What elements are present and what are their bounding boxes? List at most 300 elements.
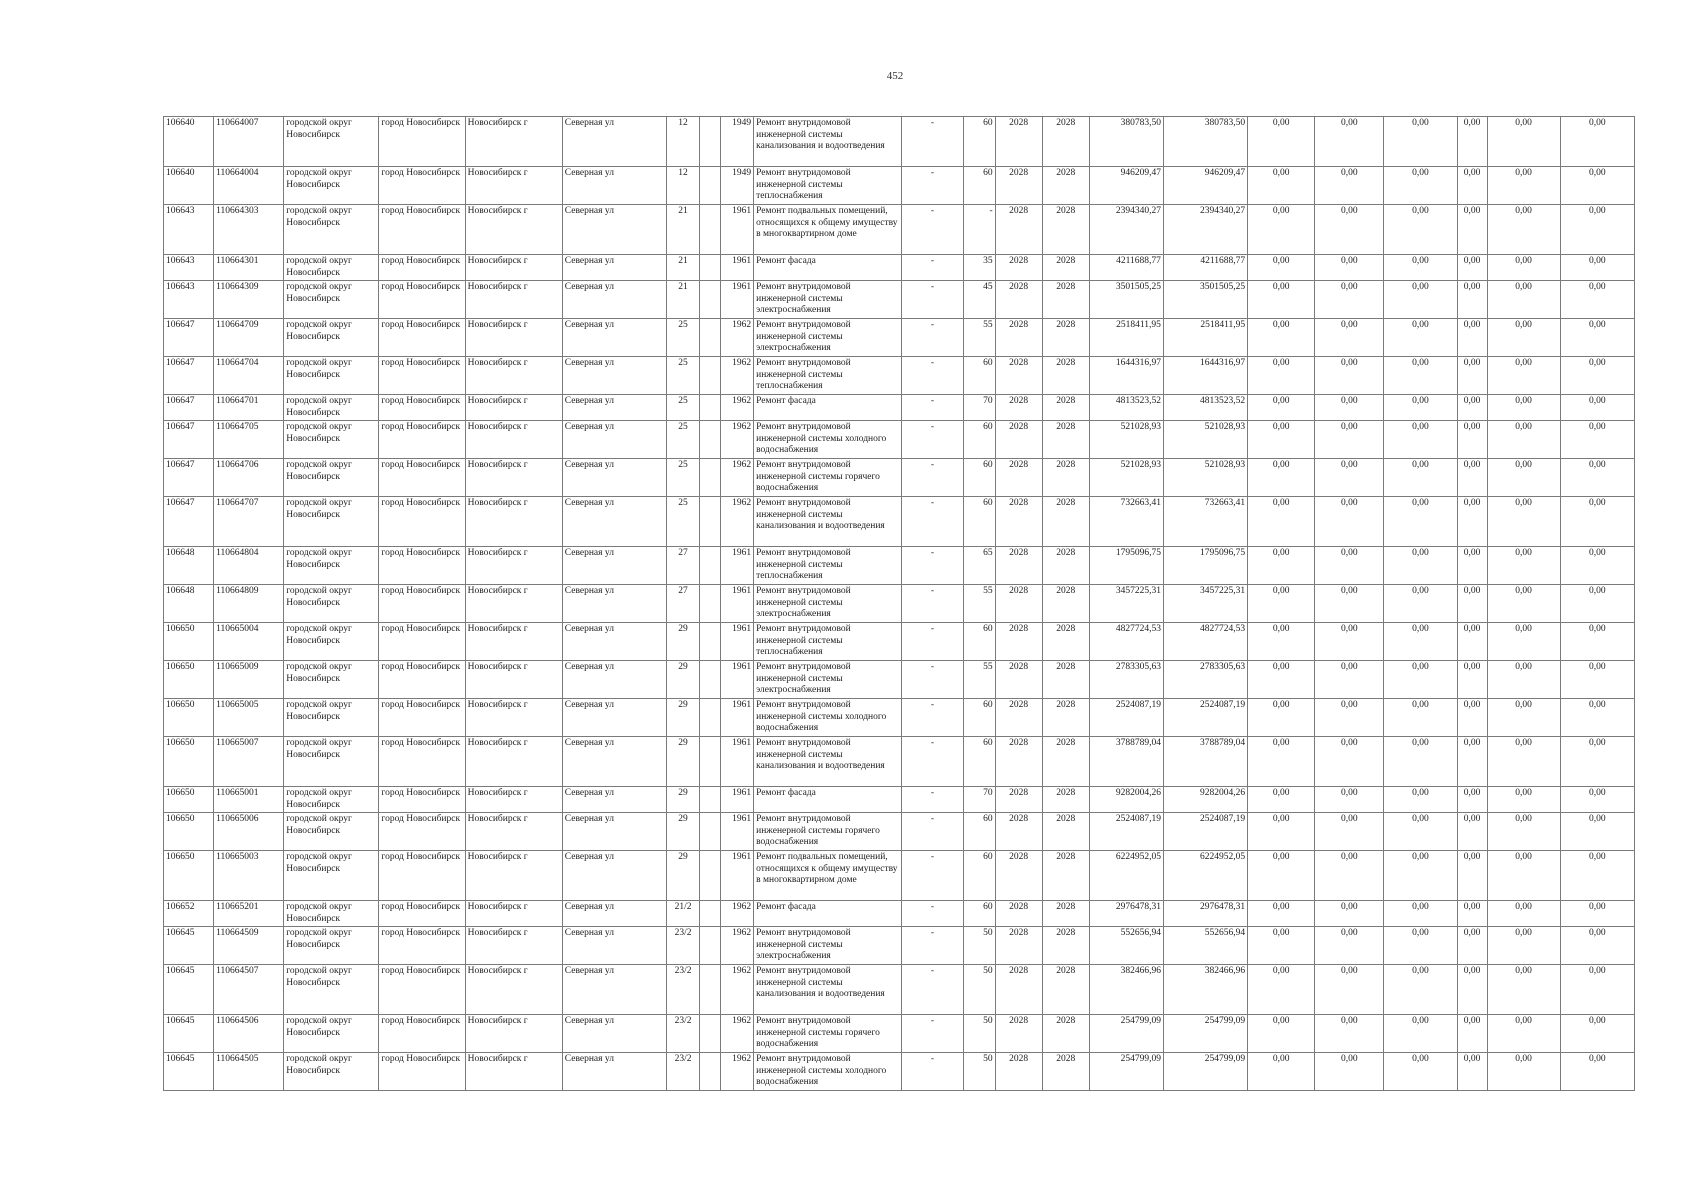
plan-year-end-cell: 2028 <box>1042 117 1089 167</box>
street-cell: Северная ул <box>562 1053 666 1091</box>
fund-2-cell: 0,00 <box>1315 547 1384 585</box>
fund-4-cell: 0,00 <box>1457 255 1487 281</box>
wear-cell: 60 <box>963 813 995 851</box>
dash-cell: - <box>902 497 963 547</box>
wear-cell: 65 <box>963 547 995 585</box>
plan-year-end-cell: 2028 <box>1042 497 1089 547</box>
dash-cell: - <box>902 117 963 167</box>
fund-4-cell: 0,00 <box>1457 699 1487 737</box>
blank-cell <box>700 497 721 547</box>
plan-year-start-cell: 2028 <box>995 901 1042 927</box>
cost-cell: 2518411,95 <box>1089 319 1163 357</box>
cost-cell: 3457225,31 <box>1089 585 1163 623</box>
fund-2-cell: 0,00 <box>1315 117 1384 167</box>
street-cell: Северная ул <box>562 547 666 585</box>
fund-1-cell: 0,00 <box>1248 737 1315 787</box>
street-cell: Северная ул <box>562 459 666 497</box>
fund-2-cell: 0,00 <box>1315 459 1384 497</box>
wear-cell: 60 <box>963 497 995 547</box>
fund-1-cell: 0,00 <box>1248 547 1315 585</box>
table-row <box>164 281 1635 319</box>
fund-2-cell: 0,00 <box>1315 813 1384 851</box>
street-cell: Северная ул <box>562 661 666 699</box>
work-type-cell: Ремонт внутридомовой инженерной системы канализования и водоотведения <box>754 965 902 1015</box>
fund-4-cell: 0,00 <box>1457 395 1487 421</box>
settlement-cell: город Новосибирск <box>379 319 465 357</box>
dash-cell: - <box>902 901 963 927</box>
fund-1-cell: 0,00 <box>1248 357 1315 395</box>
city-cell: Новосибирск г <box>465 421 562 459</box>
house-number-cell: 21 <box>666 281 699 319</box>
wear-cell: 60 <box>963 623 995 661</box>
plan-year-start-cell: 2028 <box>995 813 1042 851</box>
plan-year-end-cell: 2028 <box>1042 901 1089 927</box>
fund-1-cell: 0,00 <box>1248 927 1315 965</box>
cost-cell: 3788789,04 <box>1089 737 1163 787</box>
work-code-cell: 110665005 <box>214 699 284 737</box>
plan-year-start-cell: 2028 <box>995 117 1042 167</box>
total-cost-cell: 3788789,04 <box>1163 737 1247 787</box>
fund-4-cell: 0,00 <box>1457 421 1487 459</box>
dash-cell: - <box>902 459 963 497</box>
settlement-cell: город Новосибирск <box>379 395 465 421</box>
build-year-cell: 1961 <box>721 205 754 255</box>
blank-cell <box>700 661 721 699</box>
fund-5-cell: 0,00 <box>1487 421 1560 459</box>
wear-cell: 60 <box>963 901 995 927</box>
house-number-cell: 29 <box>666 661 699 699</box>
total-cost-cell: 3457225,31 <box>1163 585 1247 623</box>
district-cell: городской округ Новосибирск <box>284 421 379 459</box>
cost-cell: 2524087,19 <box>1089 813 1163 851</box>
dash-cell: - <box>902 787 963 813</box>
fund-4-cell: 0,00 <box>1457 205 1487 255</box>
settlement-cell: город Новосибирск <box>379 281 465 319</box>
total-cost-cell: 382466,96 <box>1163 965 1247 1015</box>
fund-5-cell: 0,00 <box>1487 661 1560 699</box>
fund-6-cell: 0,00 <box>1560 851 1634 901</box>
work-code-cell: 110665201 <box>214 901 284 927</box>
house-id-cell: 106650 <box>164 813 214 851</box>
fund-3-cell: 0,00 <box>1384 395 1457 421</box>
cost-cell: 9282004,26 <box>1089 787 1163 813</box>
fund-4-cell: 0,00 <box>1457 117 1487 167</box>
fund-2-cell: 0,00 <box>1315 421 1384 459</box>
work-code-cell: 110664506 <box>214 1015 284 1053</box>
house-number-cell: 29 <box>666 851 699 901</box>
table-row <box>164 661 1635 699</box>
total-cost-cell: 521028,93 <box>1163 421 1247 459</box>
wear-cell: 60 <box>963 167 995 205</box>
settlement-cell: город Новосибирск <box>379 813 465 851</box>
dash-cell: - <box>902 661 963 699</box>
house-id-cell: 106645 <box>164 1053 214 1091</box>
fund-3-cell: 0,00 <box>1384 927 1457 965</box>
blank-cell <box>700 459 721 497</box>
plan-year-end-cell: 2028 <box>1042 547 1089 585</box>
total-cost-cell: 4827724,53 <box>1163 623 1247 661</box>
city-cell: Новосибирск г <box>465 395 562 421</box>
street-cell: Северная ул <box>562 421 666 459</box>
blank-cell <box>700 965 721 1015</box>
cost-cell: 2524087,19 <box>1089 699 1163 737</box>
dash-cell: - <box>902 1015 963 1053</box>
house-number-cell: 29 <box>666 787 699 813</box>
table-row <box>164 851 1635 901</box>
settlement-cell: город Новосибирск <box>379 497 465 547</box>
house-id-cell: 106640 <box>164 167 214 205</box>
build-year-cell: 1962 <box>721 901 754 927</box>
city-cell: Новосибирск г <box>465 1053 562 1091</box>
dash-cell: - <box>902 205 963 255</box>
plan-year-start-cell: 2028 <box>995 623 1042 661</box>
district-cell: городской округ Новосибирск <box>284 395 379 421</box>
house-number-cell: 21 <box>666 255 699 281</box>
fund-6-cell: 0,00 <box>1560 547 1634 585</box>
wear-cell: 60 <box>963 699 995 737</box>
district-cell: городской округ Новосибирск <box>284 927 379 965</box>
city-cell: Новосибирск г <box>465 851 562 901</box>
district-cell: городской округ Новосибирск <box>284 497 379 547</box>
plan-year-end-cell: 2028 <box>1042 459 1089 497</box>
fund-5-cell: 0,00 <box>1487 901 1560 927</box>
settlement-cell: город Новосибирск <box>379 357 465 395</box>
work-type-cell: Ремонт внутридомовой инженерной системы теплоснабжения <box>754 167 902 205</box>
street-cell: Северная ул <box>562 1015 666 1053</box>
fund-3-cell: 0,00 <box>1384 585 1457 623</box>
fund-6-cell: 0,00 <box>1560 497 1634 547</box>
house-number-cell: 12 <box>666 167 699 205</box>
fund-3-cell: 0,00 <box>1384 901 1457 927</box>
total-cost-cell: 4813523,52 <box>1163 395 1247 421</box>
house-id-cell: 106650 <box>164 737 214 787</box>
dash-cell: - <box>902 281 963 319</box>
total-cost-cell: 2518411,95 <box>1163 319 1247 357</box>
work-type-cell: Ремонт внутридомовой инженерной системы электроснабжения <box>754 585 902 623</box>
cost-cell: 521028,93 <box>1089 459 1163 497</box>
fund-4-cell: 0,00 <box>1457 319 1487 357</box>
work-code-cell: 110664706 <box>214 459 284 497</box>
settlement-cell: город Новосибирск <box>379 699 465 737</box>
fund-3-cell: 0,00 <box>1384 281 1457 319</box>
work-type-cell: Ремонт внутридомовой инженерной системы теплоснабжения <box>754 623 902 661</box>
total-cost-cell: 2783305,63 <box>1163 661 1247 699</box>
settlement-cell: город Новосибирск <box>379 661 465 699</box>
street-cell: Северная ул <box>562 965 666 1015</box>
plan-year-start-cell: 2028 <box>995 661 1042 699</box>
settlement-cell: город Новосибирск <box>379 117 465 167</box>
house-number-cell: 29 <box>666 737 699 787</box>
blank-cell <box>700 117 721 167</box>
work-code-cell: 110664301 <box>214 255 284 281</box>
house-id-cell: 106650 <box>164 851 214 901</box>
work-code-cell: 110664804 <box>214 547 284 585</box>
wear-cell: 70 <box>963 395 995 421</box>
street-cell: Северная ул <box>562 813 666 851</box>
table-row <box>164 319 1635 357</box>
fund-3-cell: 0,00 <box>1384 1015 1457 1053</box>
settlement-cell: город Новосибирск <box>379 787 465 813</box>
fund-2-cell: 0,00 <box>1315 357 1384 395</box>
house-id-cell: 106650 <box>164 787 214 813</box>
street-cell: Северная ул <box>562 851 666 901</box>
total-cost-cell: 9282004,26 <box>1163 787 1247 813</box>
table-row <box>164 813 1635 851</box>
build-year-cell: 1961 <box>721 255 754 281</box>
city-cell: Новосибирск г <box>465 787 562 813</box>
table-row <box>164 357 1635 395</box>
settlement-cell: город Новосибирск <box>379 459 465 497</box>
house-id-cell: 106650 <box>164 661 214 699</box>
work-type-cell: Ремонт внутридомовой инженерной системы электроснабжения <box>754 319 902 357</box>
house-id-cell: 106647 <box>164 421 214 459</box>
plan-year-start-cell: 2028 <box>995 699 1042 737</box>
dash-cell: - <box>902 1053 963 1091</box>
build-year-cell: 1961 <box>721 737 754 787</box>
work-type-cell: Ремонт фасада <box>754 901 902 927</box>
city-cell: Новосибирск г <box>465 901 562 927</box>
fund-2-cell: 0,00 <box>1315 787 1384 813</box>
wear-cell: 45 <box>963 281 995 319</box>
table-row <box>164 395 1635 421</box>
fund-3-cell: 0,00 <box>1384 1053 1457 1091</box>
wear-cell: 60 <box>963 357 995 395</box>
wear-cell: - <box>963 205 995 255</box>
fund-3-cell: 0,00 <box>1384 547 1457 585</box>
fund-6-cell: 0,00 <box>1560 167 1634 205</box>
dash-cell: - <box>902 737 963 787</box>
fund-6-cell: 0,00 <box>1560 623 1634 661</box>
blank-cell <box>700 699 721 737</box>
district-cell: городской округ Новосибирск <box>284 965 379 1015</box>
fund-2-cell: 0,00 <box>1315 205 1384 255</box>
work-type-cell: Ремонт внутридомовой инженерной системы электроснабжения <box>754 927 902 965</box>
cost-cell: 552656,94 <box>1089 927 1163 965</box>
fund-4-cell: 0,00 <box>1457 851 1487 901</box>
settlement-cell: город Новосибирск <box>379 901 465 927</box>
city-cell: Новосибирск г <box>465 459 562 497</box>
plan-year-end-cell: 2028 <box>1042 927 1089 965</box>
fund-4-cell: 0,00 <box>1457 813 1487 851</box>
district-cell: городской округ Новосибирск <box>284 787 379 813</box>
plan-year-end-cell: 2028 <box>1042 319 1089 357</box>
city-cell: Новосибирск г <box>465 255 562 281</box>
fund-1-cell: 0,00 <box>1248 281 1315 319</box>
blank-cell <box>700 255 721 281</box>
fund-5-cell: 0,00 <box>1487 1053 1560 1091</box>
total-cost-cell: 380783,50 <box>1163 117 1247 167</box>
total-cost-cell: 1644316,97 <box>1163 357 1247 395</box>
fund-2-cell: 0,00 <box>1315 1053 1384 1091</box>
work-type-cell: Ремонт внутридомовой инженерной системы теплоснабжения <box>754 547 902 585</box>
work-type-cell: Ремонт внутридомовой инженерной системы холодного водоснабжения <box>754 1053 902 1091</box>
fund-5-cell: 0,00 <box>1487 395 1560 421</box>
work-type-cell: Ремонт внутридомовой инженерной системы горячего водоснабжения <box>754 813 902 851</box>
wear-cell: 35 <box>963 255 995 281</box>
blank-cell <box>700 205 721 255</box>
settlement-cell: город Новосибирск <box>379 965 465 1015</box>
cost-cell: 6224952,05 <box>1089 851 1163 901</box>
fund-2-cell: 0,00 <box>1315 901 1384 927</box>
dash-cell: - <box>902 965 963 1015</box>
plan-year-end-cell: 2028 <box>1042 1015 1089 1053</box>
plan-year-start-cell: 2028 <box>995 1053 1042 1091</box>
fund-4-cell: 0,00 <box>1457 357 1487 395</box>
build-year-cell: 1949 <box>721 117 754 167</box>
plan-year-start-cell: 2028 <box>995 787 1042 813</box>
fund-5-cell: 0,00 <box>1487 547 1560 585</box>
table-row <box>164 547 1635 585</box>
table-row <box>164 737 1635 787</box>
work-code-cell: 110664809 <box>214 585 284 623</box>
blank-cell <box>700 319 721 357</box>
work-code-cell: 110664309 <box>214 281 284 319</box>
fund-1-cell: 0,00 <box>1248 497 1315 547</box>
dash-cell: - <box>902 851 963 901</box>
work-type-cell: Ремонт подвальных помещений, относящихся к общему имуществу в многоквартирном доме <box>754 205 902 255</box>
cost-cell: 4827724,53 <box>1089 623 1163 661</box>
fund-6-cell: 0,00 <box>1560 813 1634 851</box>
table-row <box>164 117 1635 167</box>
work-code-cell: 110664303 <box>214 205 284 255</box>
fund-6-cell: 0,00 <box>1560 1053 1634 1091</box>
street-cell: Северная ул <box>562 585 666 623</box>
plan-year-start-cell: 2028 <box>995 357 1042 395</box>
total-cost-cell: 1795096,75 <box>1163 547 1247 585</box>
fund-3-cell: 0,00 <box>1384 357 1457 395</box>
blank-cell <box>700 281 721 319</box>
settlement-cell: город Новосибирск <box>379 167 465 205</box>
street-cell: Северная ул <box>562 395 666 421</box>
house-id-cell: 106643 <box>164 281 214 319</box>
fund-3-cell: 0,00 <box>1384 497 1457 547</box>
house-id-cell: 106647 <box>164 395 214 421</box>
fund-5-cell: 0,00 <box>1487 117 1560 167</box>
fund-2-cell: 0,00 <box>1315 927 1384 965</box>
blank-cell <box>700 737 721 787</box>
plan-year-start-cell: 2028 <box>995 167 1042 205</box>
table-body <box>164 117 1635 1091</box>
build-year-cell: 1961 <box>721 585 754 623</box>
work-type-cell: Ремонт фасада <box>754 255 902 281</box>
house-id-cell: 106647 <box>164 497 214 547</box>
table-row <box>164 623 1635 661</box>
blank-cell <box>700 395 721 421</box>
fund-1-cell: 0,00 <box>1248 459 1315 497</box>
house-number-cell: 27 <box>666 585 699 623</box>
fund-1-cell: 0,00 <box>1248 901 1315 927</box>
work-code-cell: 110664004 <box>214 167 284 205</box>
build-year-cell: 1962 <box>721 357 754 395</box>
house-id-cell: 106647 <box>164 357 214 395</box>
plan-year-end-cell: 2028 <box>1042 699 1089 737</box>
fund-6-cell: 0,00 <box>1560 965 1634 1015</box>
district-cell: городской округ Новосибирск <box>284 255 379 281</box>
house-number-cell: 23/2 <box>666 965 699 1015</box>
fund-5-cell: 0,00 <box>1487 965 1560 1015</box>
cost-cell: 254799,09 <box>1089 1015 1163 1053</box>
settlement-cell: город Новосибирск <box>379 255 465 281</box>
plan-year-end-cell: 2028 <box>1042 623 1089 661</box>
fund-3-cell: 0,00 <box>1384 737 1457 787</box>
work-type-cell: Ремонт внутридомовой инженерной системы канализования и водоотведения <box>754 497 902 547</box>
district-cell: городской округ Новосибирск <box>284 737 379 787</box>
district-cell: городской округ Новосибирск <box>284 851 379 901</box>
fund-1-cell: 0,00 <box>1248 699 1315 737</box>
house-number-cell: 12 <box>666 117 699 167</box>
fund-6-cell: 0,00 <box>1560 927 1634 965</box>
fund-6-cell: 0,00 <box>1560 395 1634 421</box>
fund-3-cell: 0,00 <box>1384 699 1457 737</box>
table-row <box>164 205 1635 255</box>
table-row <box>164 927 1635 965</box>
city-cell: Новосибирск г <box>465 699 562 737</box>
fund-4-cell: 0,00 <box>1457 1053 1487 1091</box>
house-id-cell: 106650 <box>164 699 214 737</box>
fund-1-cell: 0,00 <box>1248 117 1315 167</box>
fund-1-cell: 0,00 <box>1248 851 1315 901</box>
plan-year-end-cell: 2028 <box>1042 281 1089 319</box>
city-cell: Новосибирск г <box>465 737 562 787</box>
fund-5-cell: 0,00 <box>1487 167 1560 205</box>
build-year-cell: 1961 <box>721 281 754 319</box>
fund-5-cell: 0,00 <box>1487 737 1560 787</box>
fund-5-cell: 0,00 <box>1487 699 1560 737</box>
fund-4-cell: 0,00 <box>1457 901 1487 927</box>
plan-year-start-cell: 2028 <box>995 255 1042 281</box>
house-id-cell: 106643 <box>164 205 214 255</box>
fund-2-cell: 0,00 <box>1315 851 1384 901</box>
total-cost-cell: 3501505,25 <box>1163 281 1247 319</box>
fund-1-cell: 0,00 <box>1248 421 1315 459</box>
fund-2-cell: 0,00 <box>1315 319 1384 357</box>
plan-year-end-cell: 2028 <box>1042 661 1089 699</box>
house-number-cell: 27 <box>666 547 699 585</box>
fund-5-cell: 0,00 <box>1487 319 1560 357</box>
district-cell: городской округ Новосибирск <box>284 281 379 319</box>
dash-cell: - <box>902 547 963 585</box>
work-type-cell: Ремонт внутридомовой инженерной системы холодного водоснабжения <box>754 421 902 459</box>
total-cost-cell: 732663,41 <box>1163 497 1247 547</box>
fund-4-cell: 0,00 <box>1457 787 1487 813</box>
street-cell: Северная ул <box>562 901 666 927</box>
plan-year-end-cell: 2028 <box>1042 851 1089 901</box>
house-number-cell: 21/2 <box>666 901 699 927</box>
district-cell: городской округ Новосибирск <box>284 459 379 497</box>
fund-4-cell: 0,00 <box>1457 547 1487 585</box>
plan-year-end-cell: 2028 <box>1042 813 1089 851</box>
blank-cell <box>700 787 721 813</box>
cost-cell: 380783,50 <box>1089 117 1163 167</box>
fund-6-cell: 0,00 <box>1560 585 1634 623</box>
build-year-cell: 1961 <box>721 813 754 851</box>
build-year-cell: 1962 <box>721 1053 754 1091</box>
plan-year-start-cell: 2028 <box>995 281 1042 319</box>
cost-cell: 4211688,77 <box>1089 255 1163 281</box>
plan-year-start-cell: 2028 <box>995 319 1042 357</box>
work-code-cell: 110665004 <box>214 623 284 661</box>
dash-cell: - <box>902 395 963 421</box>
fund-4-cell: 0,00 <box>1457 281 1487 319</box>
fund-5-cell: 0,00 <box>1487 585 1560 623</box>
city-cell: Новосибирск г <box>465 357 562 395</box>
settlement-cell: город Новосибирск <box>379 205 465 255</box>
fund-3-cell: 0,00 <box>1384 421 1457 459</box>
plan-year-start-cell: 2028 <box>995 421 1042 459</box>
build-year-cell: 1962 <box>721 927 754 965</box>
street-cell: Северная ул <box>562 117 666 167</box>
table-row <box>164 1053 1635 1091</box>
